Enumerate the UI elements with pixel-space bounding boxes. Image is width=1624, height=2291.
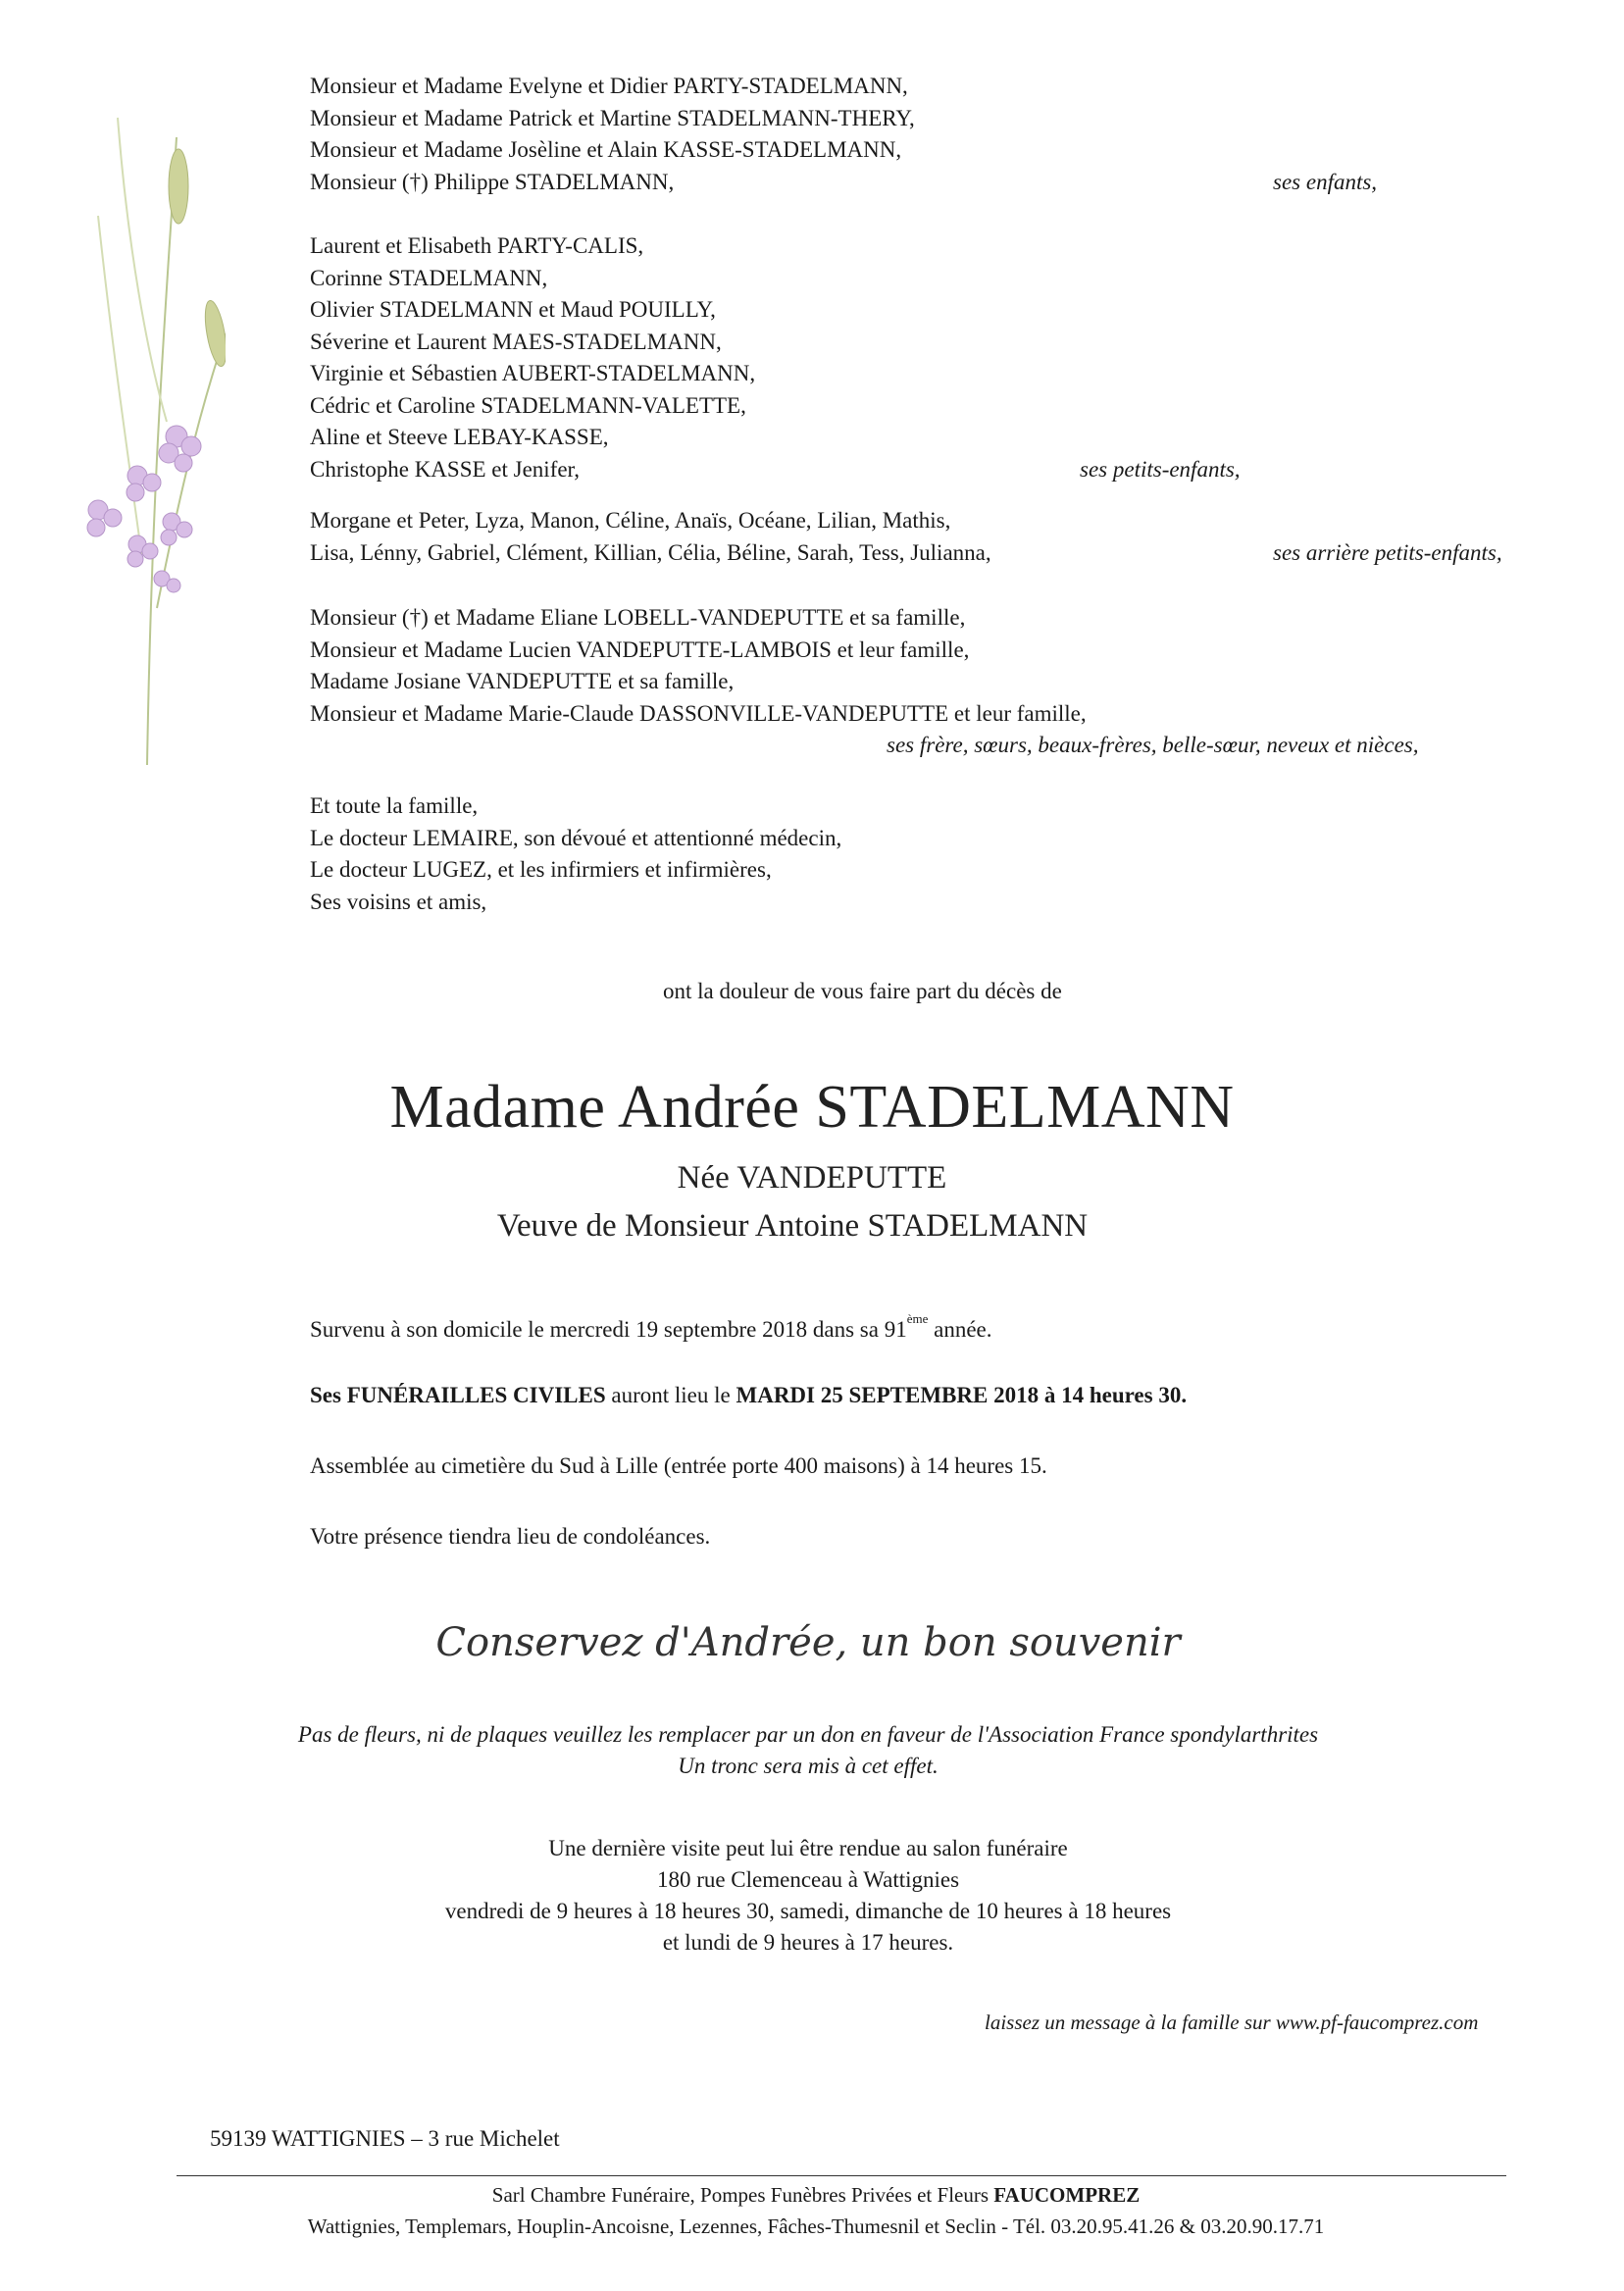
grandchildren-line-1: Laurent et Elisabeth PARTY-CALIS, — [310, 233, 644, 258]
footer-company: Sarl Chambre Funéraire, Pompes Funèbres Privées et Fleurs — [491, 2183, 994, 2207]
stem — [118, 118, 167, 422]
others-line-4: Ses voisins et amis, — [310, 889, 487, 914]
grandchildren-role: ses petits-enfants, — [1080, 456, 1241, 482]
footer-line-2: Wattignies, Templemars, Houplin-Ancoisne, Lezennes, Fâches-Thumesnil et Seclin - Tél. 03.20.95.41.26 & 03.20.90.17.71 — [307, 2215, 1325, 2238]
grandchildren-line-4: Séverine et Laurent MAES-STADELMANN, — [310, 329, 722, 354]
flower-illustration — [59, 98, 226, 785]
children-role: ses enfants, — [1273, 169, 1378, 194]
children-section — [310, 71, 1585, 198]
siblings-line-3: Madame Josiane VANDEPUTTE et sa famille, — [310, 669, 735, 693]
flowers-line-1: Pas de fleurs, ni de plaques veuillez les remplacer par un don en faveur de l'Association France spondylarthrites — [297, 1722, 1319, 1747]
stem — [157, 333, 226, 608]
siblings-section — [310, 602, 1585, 762]
siblings-role: ses frère, sœurs, beaux-frères, belle-sœur, neveux et nièces, — [887, 733, 1419, 757]
assembly-text: Assemblée au cimetière du Sud à Lille (entrée porte 400 maisons) à 14 heures 15. — [310, 1453, 1047, 1478]
deceased-name: Madame Andrée STADELMANN — [389, 1074, 1235, 1141]
death-text-sup: ème — [906, 1311, 929, 1326]
deceased-widow: Veuve de Monsieur Antoine STADELMANN — [496, 1208, 1089, 1244]
condolences-text: Votre présence tiendra lieu de condoléances. — [310, 1524, 711, 1549]
grandchildren-line-5: Virginie et Sébastien AUBERT-STADELMANN, — [310, 361, 756, 385]
funeral-mid: auront lieu le — [605, 1383, 736, 1407]
great-grandchildren-line-1: Morgane et Peter, Lyza, Manon, Céline, Anaïs, Océane, Lilian, Mathis, — [310, 508, 951, 533]
grandchildren-line-3: Olivier STADELMANN et Maud POUILLY, — [310, 297, 716, 322]
funeral-home-address: 59139 WATTIGNIES – 3 rue Michelet — [210, 2126, 560, 2151]
footer-brand: FAUCOMPREZ — [993, 2183, 1141, 2207]
children-line-1: Monsieur et Madame Evelyne et Didier PARTY-STADELMANN, — [310, 74, 908, 98]
siblings-line-4: Monsieur et Madame Marie-Claude DASSONVILLE-VANDEPUTTE et leur famille, — [310, 700, 1087, 726]
grandchildren-line-8: Christophe KASSE et Jenifer, — [310, 456, 581, 482]
death-text — [310, 1311, 992, 1343]
death-text-main: Survenu à son domicile le mercredi 19 septembre 2018 dans sa 91 — [310, 1317, 907, 1342]
children-line-3: Monsieur et Madame Josèline et Alain KASSE-STADELMANN, — [310, 137, 902, 162]
great-grandchildren-section — [310, 505, 1585, 569]
visit-line-4: et lundi de 9 heures à 17 heures. — [662, 1930, 954, 1955]
children-line-2: Monsieur et Madame Patrick et Martine STADELMANN-THERY, — [310, 105, 915, 130]
wheat-ear — [169, 149, 226, 368]
grandchildren-line-6: Cédric et Caroline STADELMANN-VALETTE, — [310, 392, 746, 418]
website-message: laissez un message à la famille sur www.pf-faucomprez.com — [985, 2011, 1479, 2034]
funeral-date: MARDI 25 SEPTEMBRE 2018 à 14 heures 30. — [736, 1383, 1188, 1407]
death-text-end: année. — [928, 1317, 992, 1342]
footer-divider — [177, 2175, 1506, 2176]
great-grandchildren-line-2: Lisa, Lénny, Gabriel, Clément, Killian, Célia, Béline, Sarah, Tess, Julianna, — [310, 539, 991, 565]
visit-line-3: vendredi de 9 heures à 18 heures 30, samedi, dimanche de 10 heures à 18 heures — [444, 1899, 1172, 1923]
grandchildren-line-2: Corinne STADELMANN, — [310, 265, 548, 290]
others-line-3: Le docteur LUGEZ, et les infirmiers et infirmières, — [310, 857, 772, 882]
flowers-line-2: Un tronc sera mis à cet effet. — [678, 1754, 939, 1778]
great-grandchildren-role: ses arrière petits-enfants, — [1273, 539, 1502, 565]
others-line-2: Le docteur LEMAIRE, son dévoué et attentionné médecin, — [310, 825, 842, 850]
siblings-line-2: Monsieur et Madame Lucien VANDEPUTTE-LAMBOIS et leur famille, — [310, 636, 970, 662]
children-line-4: Monsieur (†) Philippe STADELMANN, — [310, 169, 675, 194]
others-line-1: Et toute la famille, — [310, 793, 479, 818]
others-section — [310, 790, 1585, 918]
memory-text: Conservez d'Andrée, un bon souvenir — [435, 1620, 1181, 1665]
visit-line-1: Une dernière visite peut lui être rendue au salon funéraire — [548, 1836, 1068, 1860]
siblings-line-1: Monsieur (†) et Madame Eliane LOBELL-VANDEPUTTE et sa famille, — [310, 605, 966, 630]
grandchildren-section — [310, 230, 1585, 485]
visit-line-2: 180 rue Clemenceau à Wattignies — [656, 1867, 960, 1892]
grandchildren-line-7: Aline et Steeve LEBAY-KASSE, — [310, 425, 609, 449]
announce-text: ont la douleur de vous faire part du décès de — [663, 979, 1062, 1003]
funeral-title: Ses FUNÉRAILLES CIVILES — [310, 1383, 606, 1407]
footer-line-1 — [4, 2183, 1624, 2208]
deceased-nee: Née VANDEPUTTE — [677, 1160, 947, 1196]
funeral-text — [310, 1383, 1187, 1408]
violet-flower — [87, 426, 201, 592]
